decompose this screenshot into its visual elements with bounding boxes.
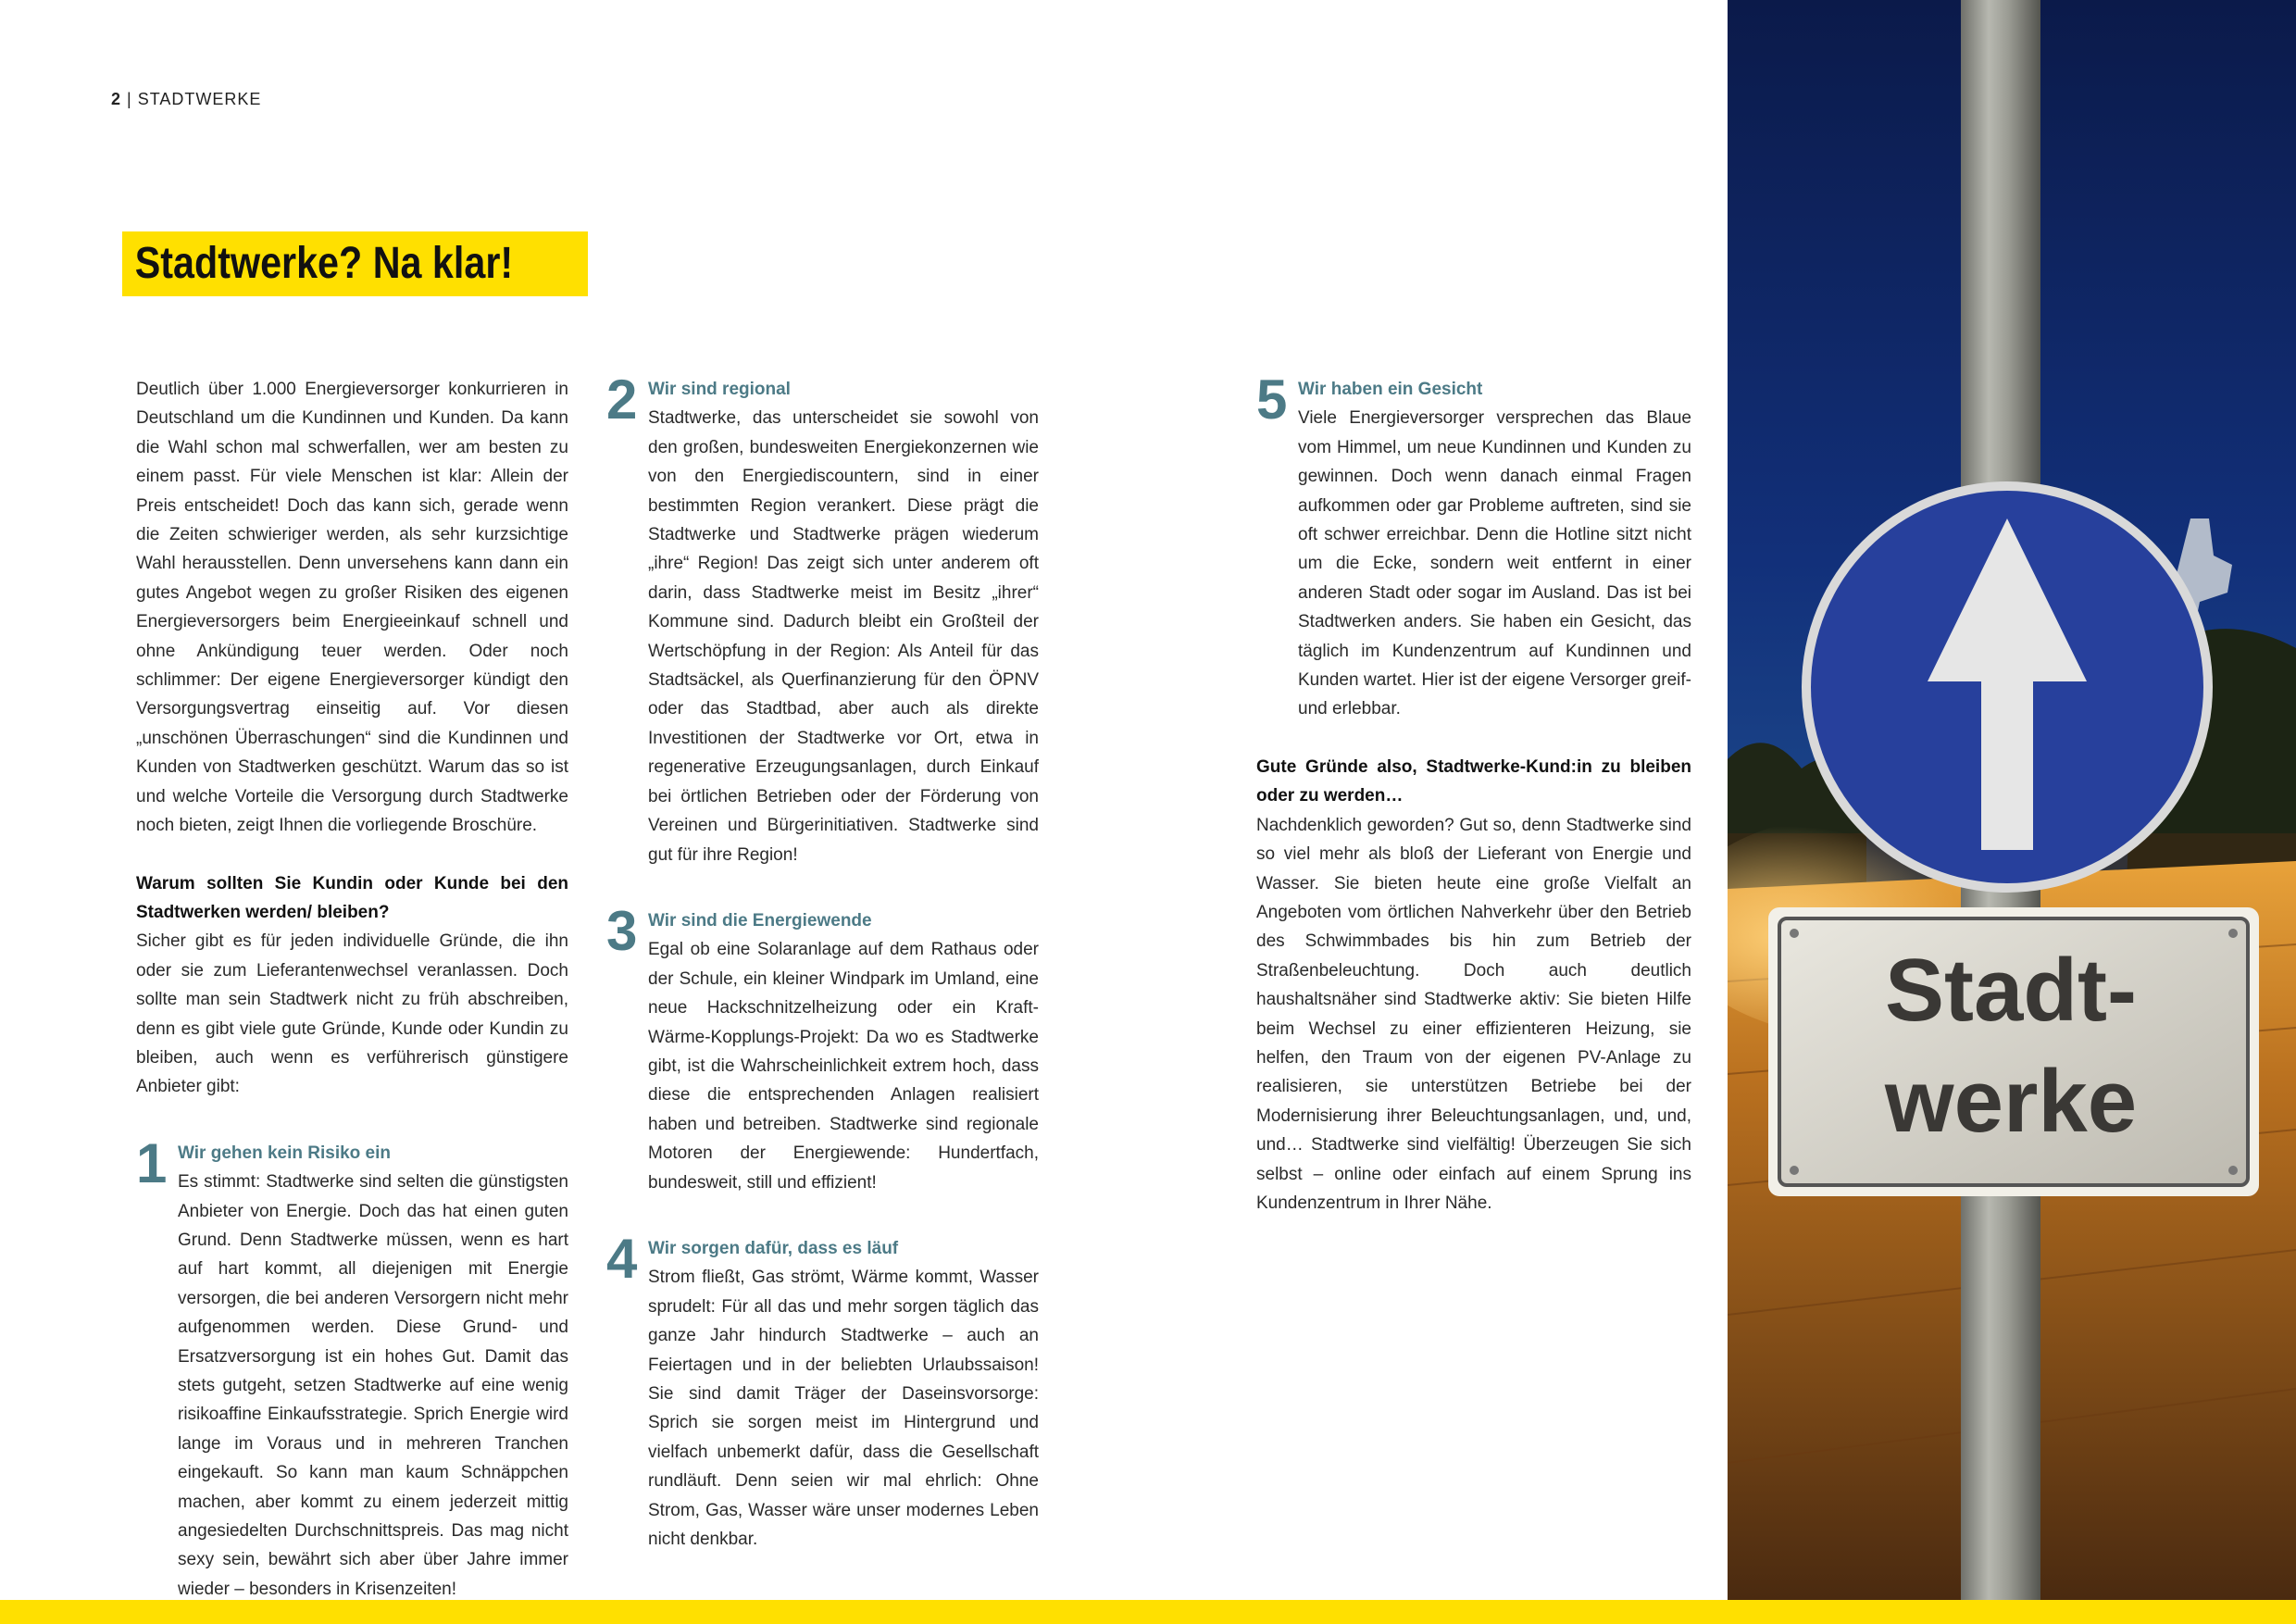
page-number-left: 2 <box>111 90 122 108</box>
section-name: STADTWERKE <box>137 90 262 108</box>
reason-heading: Wir sorgen dafür, dass es läuf <box>648 1238 899 1258</box>
column-2 <box>606 369 1039 1554</box>
reason-number: 4 <box>606 1227 638 1290</box>
intro-paragraph: Deutlich über 1.000 Energieversorger konkurrieren in Deutschland um die Kundinnen und Kunden. Da kann die Wahl schon mal schwerfallen, wer am besten zu einem passt. Für viele Menschen ist klar: Allein der Preis entscheidet! Doch das kann sich, gerade wenn die Zeiten schwieriger werden, als sehr kurzsichtige Wahl herausstellen. Denn unversehens kann dann ein gutes Angebot wegen zu großer Risiken des eigenen Energieversorgers beim Energieeinkauf schnell und ohne Ankündigung teuer werden. Oder noch schlimmer: Der eigene Energieversorger kündigt den Versorgungsvertrag einseitig auf. Vor diesen „unschönen Überraschungen“ sind die Kundinnen und Kunden von Stadtwerken geschützt. Warum das so ist und welche Vorteile die Versorgung durch Stadtwerke noch bieten, zeigt Ihnen die vorliegende Broschüre. <box>136 380 568 836</box>
reason-body: Viele Energieversorger versprechen das Blaue vom Himmel, um neue Kundinnen und Kunden zu gewinnen. Doch wenn danach einmal Fragen aufkommen oder gar Probleme auftreten, sind sie oft schwer erreichbar. Denn die Hotline sitzt nicht um die Ecke, sondern weit entfernt in einer anderen Stadt oder sogar im Ausland. Das ist bei Stadtwerken anders. Sie haben ein Gesicht, das täglich im Kundenzentrum auf Kundinnen und Kunden wartet. Hier ist der eigene Versorger greif- und erlebbar. <box>1298 408 1691 719</box>
page-title: Stadtwerke? Na klar! <box>134 239 514 288</box>
reason-number: 5 <box>1256 369 1288 431</box>
reason-5 <box>1256 369 1691 724</box>
reason-heading: Wir gehen kein Risiko ein <box>178 1143 391 1163</box>
reason-number: 3 <box>606 899 638 962</box>
reason-2 <box>606 369 1039 869</box>
reason-number: 2 <box>606 369 638 431</box>
column-3 <box>1256 369 1691 1218</box>
question-body: Sicher gibt es für jeden individuelle Gründe, die ihn oder sie zum Lieferantenwechsel veranlassen. Doch sollte man sein Stadtwerk nicht zu früh abschreiben, denn es gibt viele gute Gründe, Kunde oder Kundin zu bleiben, auch wenn es verführerisch günstigere Anbieter gibt: <box>136 931 568 1097</box>
running-header-left: 2 | STADTWERKE <box>111 90 262 108</box>
street-sign-photo <box>1728 0 2296 1600</box>
reason-heading: Wir sind regional <box>648 380 791 399</box>
question-heading: Warum sollten Sie Kundin oder Kunde bei den Stadtwerken werden/ bleiben? <box>136 873 568 922</box>
reason-4 <box>606 1227 1039 1554</box>
reason-number: 1 <box>136 1131 168 1194</box>
title-highlight <box>122 231 588 296</box>
reason-body: Strom fließt, Gas strömt, Wärme kommt, Wasser sprudelt: Für all das und mehr sorgen täglich das ganze Jahr hindurch Stadtwerke – auch an Feiertagen und in der beliebten Urlaubssaison! Sie sind damit Träger der Daseinsvorsorge: Sprich sie sorgen meist im Hintergrund und vielfach unbemerkt dafür, dass die Gesellschaft rundläuft. Denn seien wir mal ehrlich: Ohne Strom, Gas, Wasser wäre unser modernes Leben nicht denkbar. <box>648 1268 1039 1550</box>
conclusion-heading: Gute Gründe also, Stadtwerke-Kund:in zu bleiben oder zu werden… <box>1256 756 1691 806</box>
reason-body: Egal ob eine Solaranlage auf dem Rathaus oder der Schule, ein kleiner Windpark im Umland, eine neue Hackschnitzelheizung oder ein Kraft-Wärme-Kopplungs-Projekt: Da wo es Stadtwerke gibt, ist die Wahrscheinlichkeit extrem hoch, dass diese die entsprechenden Anlagen realisiert haben und betreiben. Stadtwerke sind regionale Motoren der Energiewende: Hundertfach, bundesweit, still und effizient! <box>648 940 1039 1193</box>
sign-text-line1: Stadt- <box>1885 941 2137 1040</box>
column-1 <box>136 375 568 1604</box>
conclusion-body: Nachdenklich geworden? Gut so, denn Stadtwerke sind so viel mehr als bloß der Lieferant von Energie und Wasser. Sie bieten heute eine große Vielfalt an Angeboten vom örtlichen Nahverkehr über den Betrieb des Schwimmbades bis hin zum Betrieb der Straßenbeleuchtung. Doch auch deutlich haushaltsnäher sind Stadtwerke aktiv: Sie bieten Hilfe beim Wechsel zu einer effizienteren Heizung, sie helfen, den Traum von der eigenen PV-Anlage zu realisieren, sie unterstützen Betriebe bei der Modernisierung ihrer Beleuchtungsanlagen, und, und, und… Stadtwerke sind vielfältig! Überzeugen Sie sich selbst – online oder einfach auf einem Sprung ins Kundenzentrum in Ihrer Nähe. <box>1256 815 1691 1213</box>
reason-body: Es stimmt: Stadtwerke sind selten die günstigsten Anbieter von Energie. Doch das hat einen guten Grund. Denn Stadtwerke müssen, wenn es hart auf hart kommt, all diejenigen mit Energie versorgen, die bei anderen Versorgern nicht mehr aufgenommen werden. Diese Grund- und Ersatzversorgung ist ein hohes Gut. Damit das stets gutgeht, setzen Stadtwerke auf eine wenig risikoaffine Einkaufsstrategie. Sprich Energie wird lange im Voraus und in mehreren Tranchen eingekauft. So kann man kaum Schnäppchen machen, aber kommt zu einem jederzeit mittig angesiedelten Durchschnittspreis. Das mag nicht sexy sein, bewährt sich aber über Jahre immer wieder – besonders in Krisenzeiten! <box>178 1172 568 1599</box>
reason-heading: Wir sind die Energiewende <box>648 910 872 931</box>
sign-text-line2: werke <box>1884 1052 2138 1151</box>
footer-yellow-bar <box>0 1600 2296 1624</box>
reason-1 <box>136 1131 568 1605</box>
reason-body: Stadtwerke, das unterscheidet sie sowohl von den großen, bundesweiten Energiekonzernen wie von den Energiediscountern, sind in einer bestimmten Region verankert. Diese prägt die Stadtwerke und Stadtwerke prägen wiederum „ihre“ Region! Das zeigt sich unter anderem oft darin, dass Stadtwerke meist im Besitz „ihrer“ Kommune sind. Dadurch bleibt ein Großteil der Wertschöpfung in der Region: Als Anteil für das Stadtsäckel, als Querfinanzierung für den ÖPNV oder das Stadtbad, aber auch als direkte Investitionen der Stadtwerke vor Ort, etwa in regenerative Erzeugungsanlagen, durch Einkauf bei örtlichen Betrieben oder der Förderung von Vereinen und Bürgerinitiativen. Stadtwerke sind gut für ihre Region! <box>648 408 1039 865</box>
reason-3 <box>606 899 1039 1197</box>
reason-heading: Wir haben ein Gesicht <box>1298 380 1483 399</box>
